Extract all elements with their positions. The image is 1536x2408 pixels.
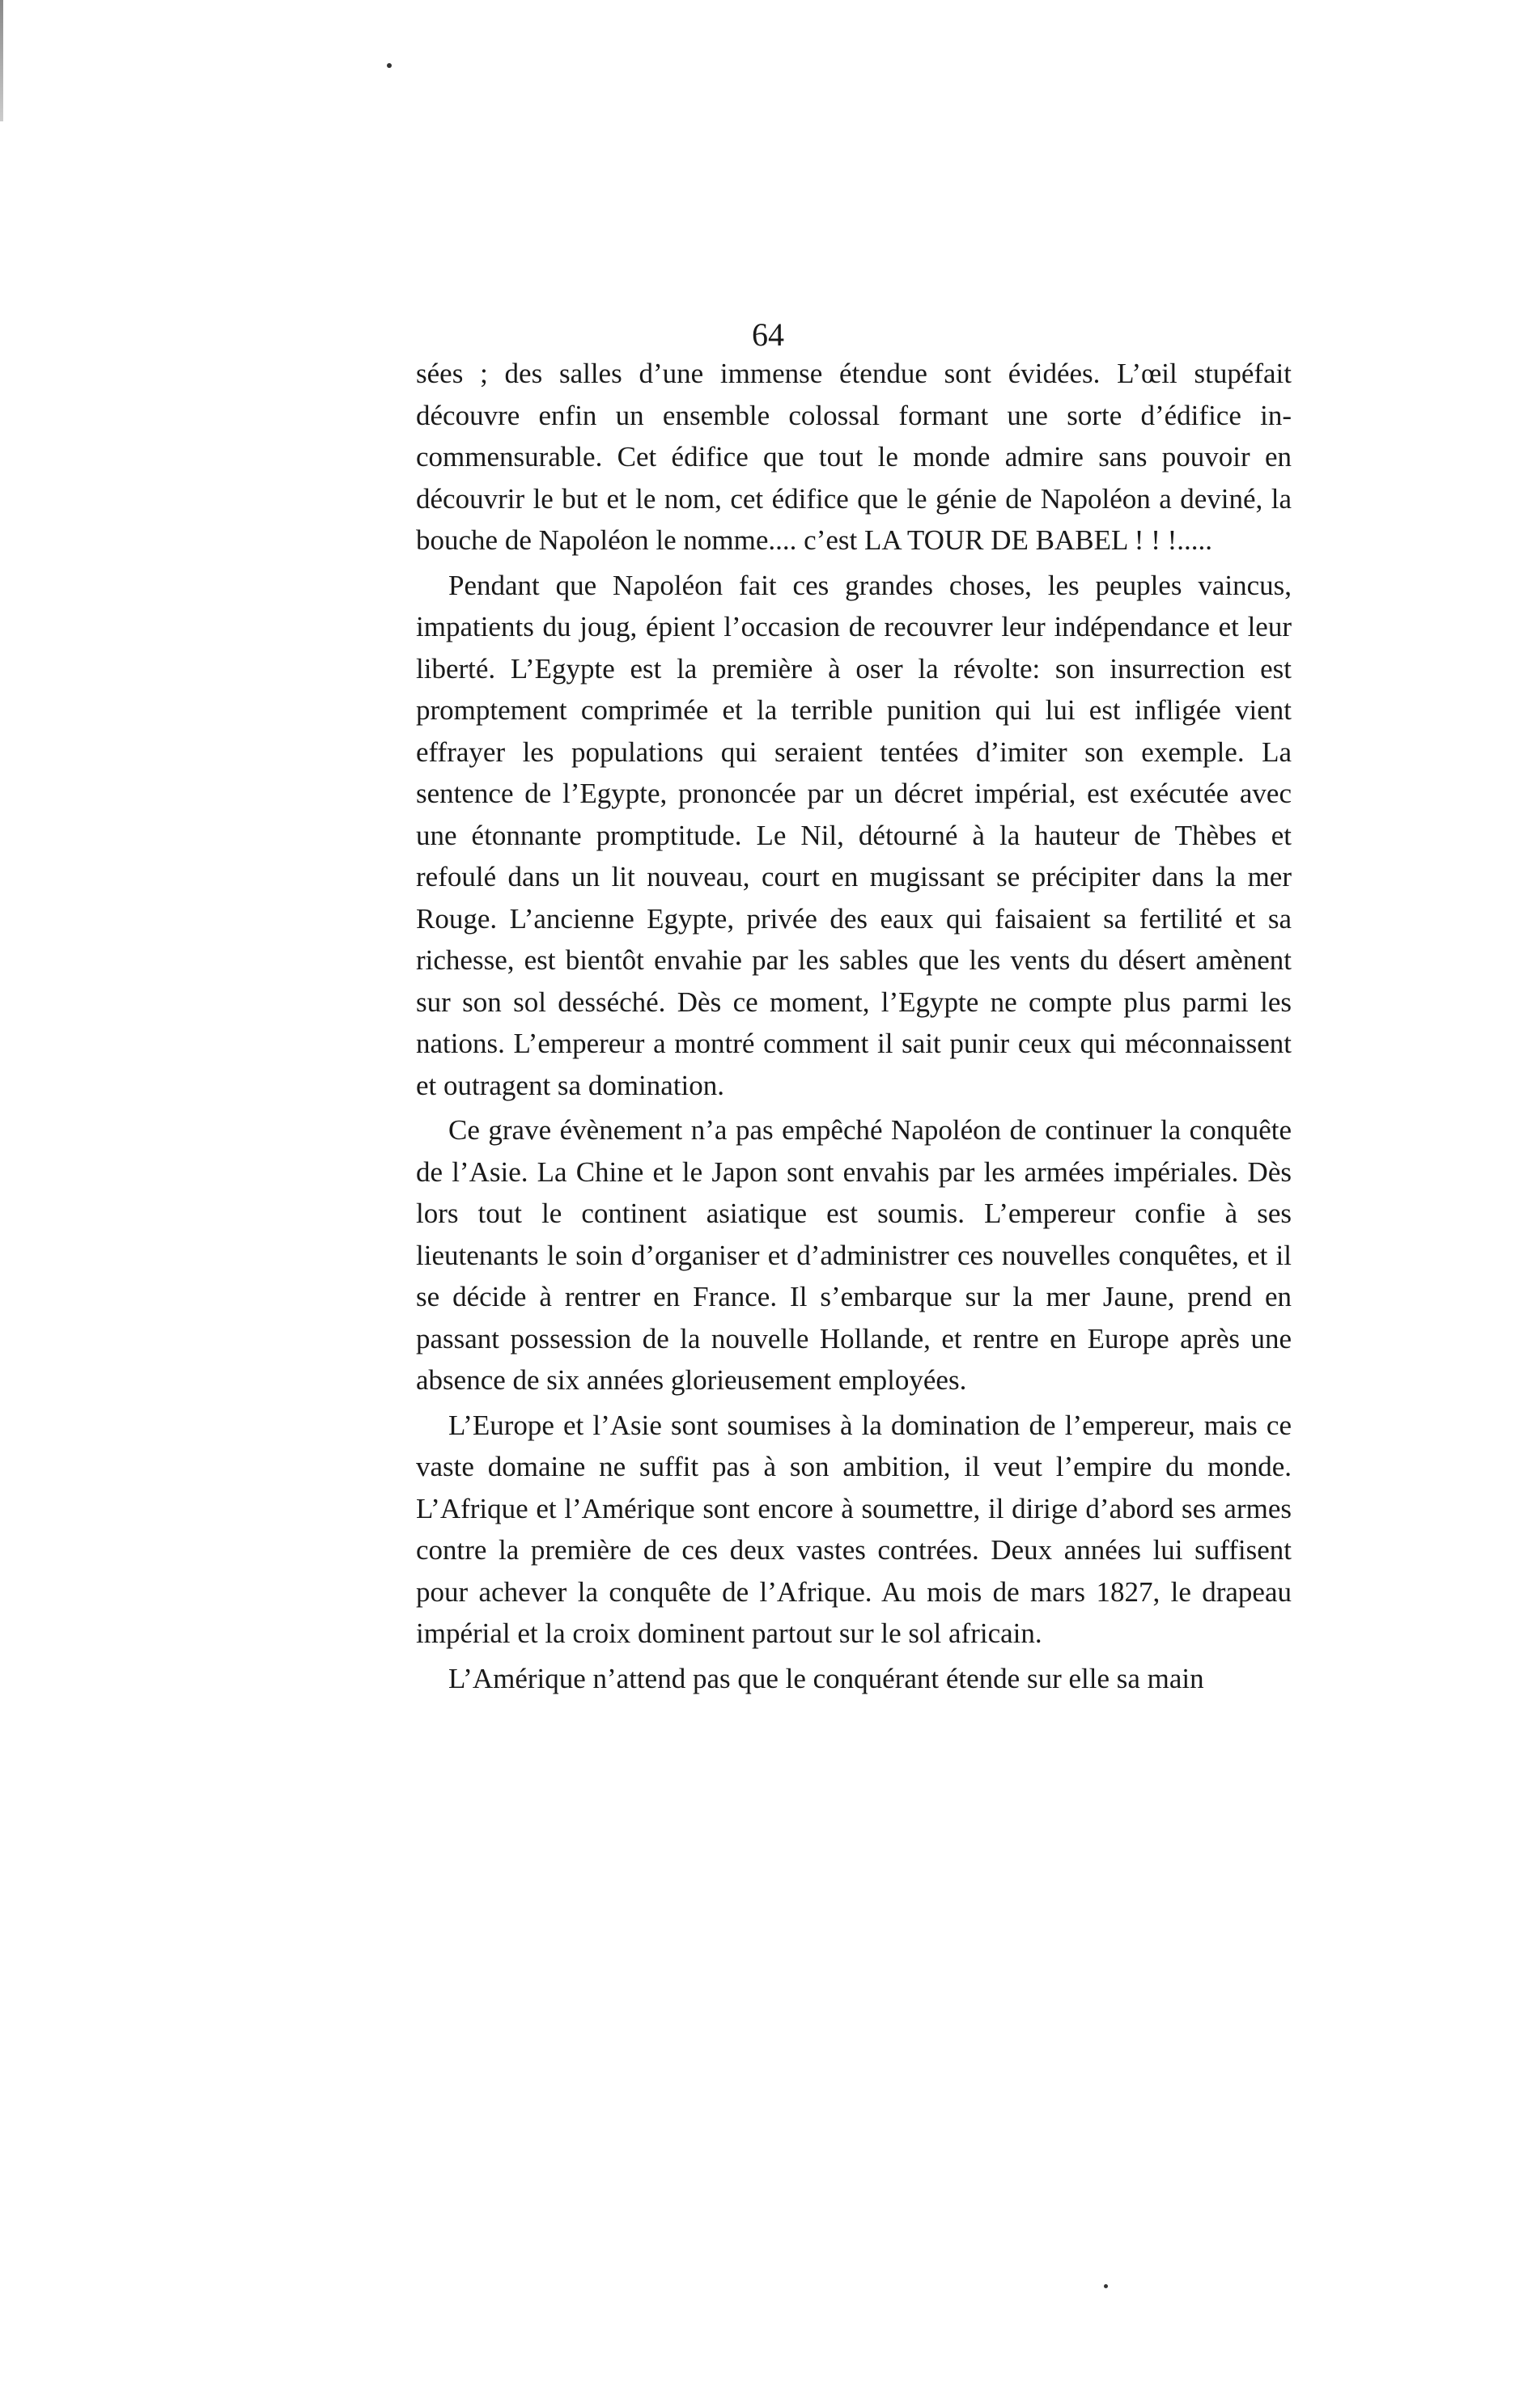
paragraph-asia-conquest: Ce grave évènement n’a pas empêché Napoléon de continuer la conquête de l’Asie. La Chine et le Japon sont envahis par les armées impériales. Dès lors tout le continent asiatique est soumis. L’empereur confie à ses lieutenants le soin d’organiser et d’administrer ces nouvelles conquêtes, et il se décide à rentrer en France. Il s’embarque sur la mer Jaune, prend en passant possession de la nouvelle Hollande, et rentre en Europe après une absence de six années glorieusement employées.	[416, 1114, 1292, 1396]
page-number: 64	[752, 316, 784, 353]
paragraph-africa-conquest: L’Europe et l’Asie sont soumises à la domination de l’empereur, mais ce vaste domaine ne suffit pas à son ambition, il veut l’empire du monde. L’Afrique et l’Amérique sont encore à soumettre, il dirige d’abord ses armes contre la première de ces deux vastes contrées. Deux années lui suffisent pour achever la conquête de l’Afrique. Au mois de mars 1827, le drapeau impérial et la croix dominent partout sur le sol africain.	[416, 1409, 1292, 1649]
paragraph-babel-tower: sées ; des salles d’une immense étendue sont évidées. L’œil stupéfait découvre enfin un ensemble colossal formant une sorte d’édifice in-commensurable. Cet édifice que tout le monde admire sans pouvoir en découvrir le but et le nom, cet édifice que le génie de Napoléon a deviné, la bouche de Napoléon le nomme.... c’est LA TOUR DE BABEL ! ! !.....	[416, 358, 1292, 556]
paragraph-egypt-revolt: Pendant que Napoléon fait ces grandes choses, les peuples vaincus, impatients du joug, épient l’occasion de recouvrer leur indépendance et leur liberté. L’Egypte est la première à oser la révolte: son insurrection est promptement comprimée et la terrible punition qui lui est infligée vient effrayer les populations qui seraient tentées d’imiter son exemple. La sentence de l’Egypte, prononcée par un décret impérial, est exécutée avec une étonnante promptitude. Le Nil, détourné à la hauteur de Thèbes et refoulé dans un lit nouveau, court en mugissant se précipiter dans la mer Rouge. L’ancienne Egypte, privée des eaux qui faisaient sa fertilité et sa richesse, est bientôt envahie par les sables que les vents du désert amènent sur son sol desséché. Dès ce moment, l’Egypte ne compte plus parmi les nations. L’empereur a montré comment il sait punir ceux qui méconnaissent et outragent sa domination.	[416, 569, 1292, 1101]
body-text	[416, 353, 1292, 1699]
paragraph-america: L’Amérique n’attend pas que le conquérant étende sur elle sa main	[448, 1662, 1204, 1694]
ink-speck	[387, 63, 392, 68]
page-edge-shadow	[0, 0, 3, 121]
ink-speck	[1104, 2284, 1108, 2288]
